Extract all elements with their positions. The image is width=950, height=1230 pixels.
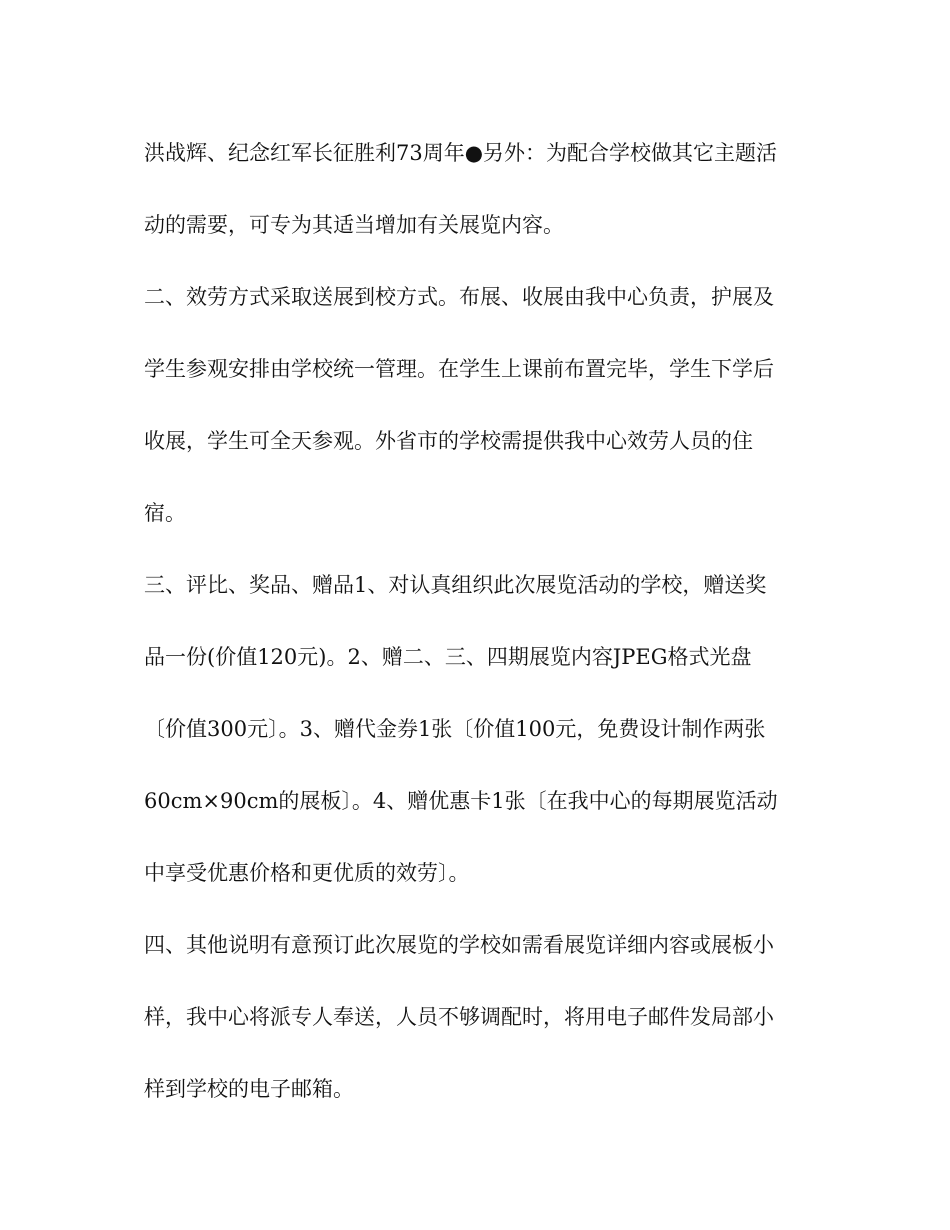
text-line: 四、其他说明有意预订此次展览的学校如需看展览详细内容或展板小 xyxy=(144,933,774,957)
text-line: 二、效劳方式采取送展到校方式。布展、收展由我中心负责，护展及 xyxy=(144,285,774,309)
text-line: 〔价值300元〕。3、赠代金券1张〔价值100元，免费设计制作两张 xyxy=(144,717,766,741)
text-line: 样到学校的电子邮箱。 xyxy=(144,1077,354,1101)
text-line: 品一份(价值120元)。2、赠二、三、四期展览内容JPEG格式光盘 xyxy=(144,645,752,669)
text-line: 动的需要，可专为其适当增加有关展览内容。 xyxy=(144,213,564,237)
text-line: 洪战辉、纪念红军长征胜利73周年●另外：为配合学校做其它主题活 xyxy=(144,141,778,165)
text-line: 宿。 xyxy=(144,501,186,525)
text-line: 60cm×90cm的展板〕。4、赠优惠卡1张〔在我中心的每期展览活动 xyxy=(144,789,778,813)
body-text xyxy=(144,117,814,1125)
text-line: 收展，学生可全天参观。外省市的学校需提供我中心效劳人员的住 xyxy=(144,429,753,453)
text-line: 中享受优惠价格和更优质的效劳〕。 xyxy=(144,861,470,885)
text-line: 三、评比、奖品、赠品1、对认真组织此次展览活动的学校，赠送奖 xyxy=(144,573,767,597)
text-line: 样，我中心将派专人奉送，人员不够调配时，将用电子邮件发局部小 xyxy=(144,1005,774,1029)
text-line: 学生参观安排由学校统一管理。在学生上课前布置完毕，学生下学后 xyxy=(144,357,774,381)
